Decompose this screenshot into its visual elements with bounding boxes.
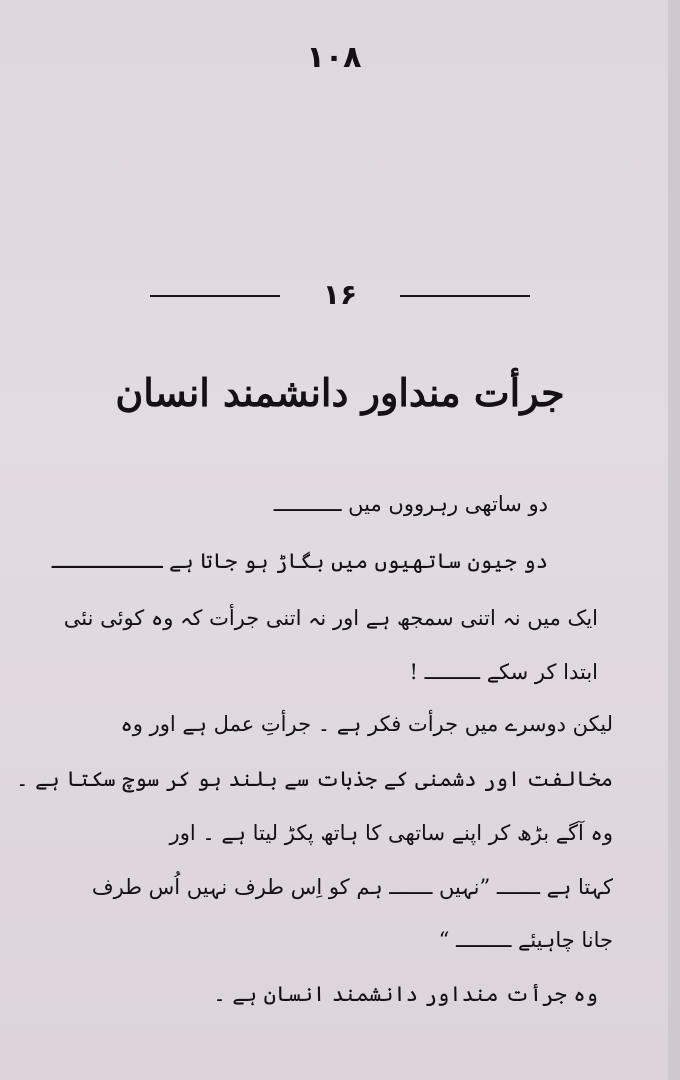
body-line-5: لیکن دوسرے میں جرأت فکر ہے ۔ جرأتِ عمل ہے اور وہ	[120, 712, 613, 736]
body-line-2: دو جیون ساتھیوں میں بگاڑ ہو جاتا ہے ـــــــــ	[51, 549, 548, 573]
chapter-title: جرأت منداور دانشمند انسان	[115, 370, 565, 415]
body-line-3: ایک میں نہ اتنی سمجھ ہے اور نہ اتنی جرأت کہ وہ کوئی نئی	[63, 606, 598, 630]
body-line-10: وہ جرأت منداور دانشمند انسان ہے ۔	[213, 982, 598, 1006]
body-line-7: وہ آگے بڑھ کر اپنے ساتھی کا ہاتھ پکڑ لیتا ہے ۔ اور	[169, 821, 613, 845]
body-line-6: مخالفت اور دشمنی کے جذبات سے بلند ہو کر سوچ سکتا ہے ۔	[16, 767, 613, 791]
chapter-heading	[150, 278, 530, 314]
chapter-rule-right	[400, 295, 530, 297]
body-line-1: دو ساتھی رہرووں میں ـــــــــــ	[273, 492, 548, 516]
body-line-9: جانا چاہیئے ـــــــــ “	[438, 928, 613, 952]
body-line-8: کہتا ہے ـــــــ ”نہیں ـــــــ ہم کو اِس طرف نہیں اُس طرف	[91, 875, 613, 899]
body-line-4: ابتدا کر سکے ـــــــــ !	[409, 660, 598, 684]
chapter-number: ۱۶	[322, 278, 358, 311]
page-number: ۱۰۸	[306, 40, 362, 75]
